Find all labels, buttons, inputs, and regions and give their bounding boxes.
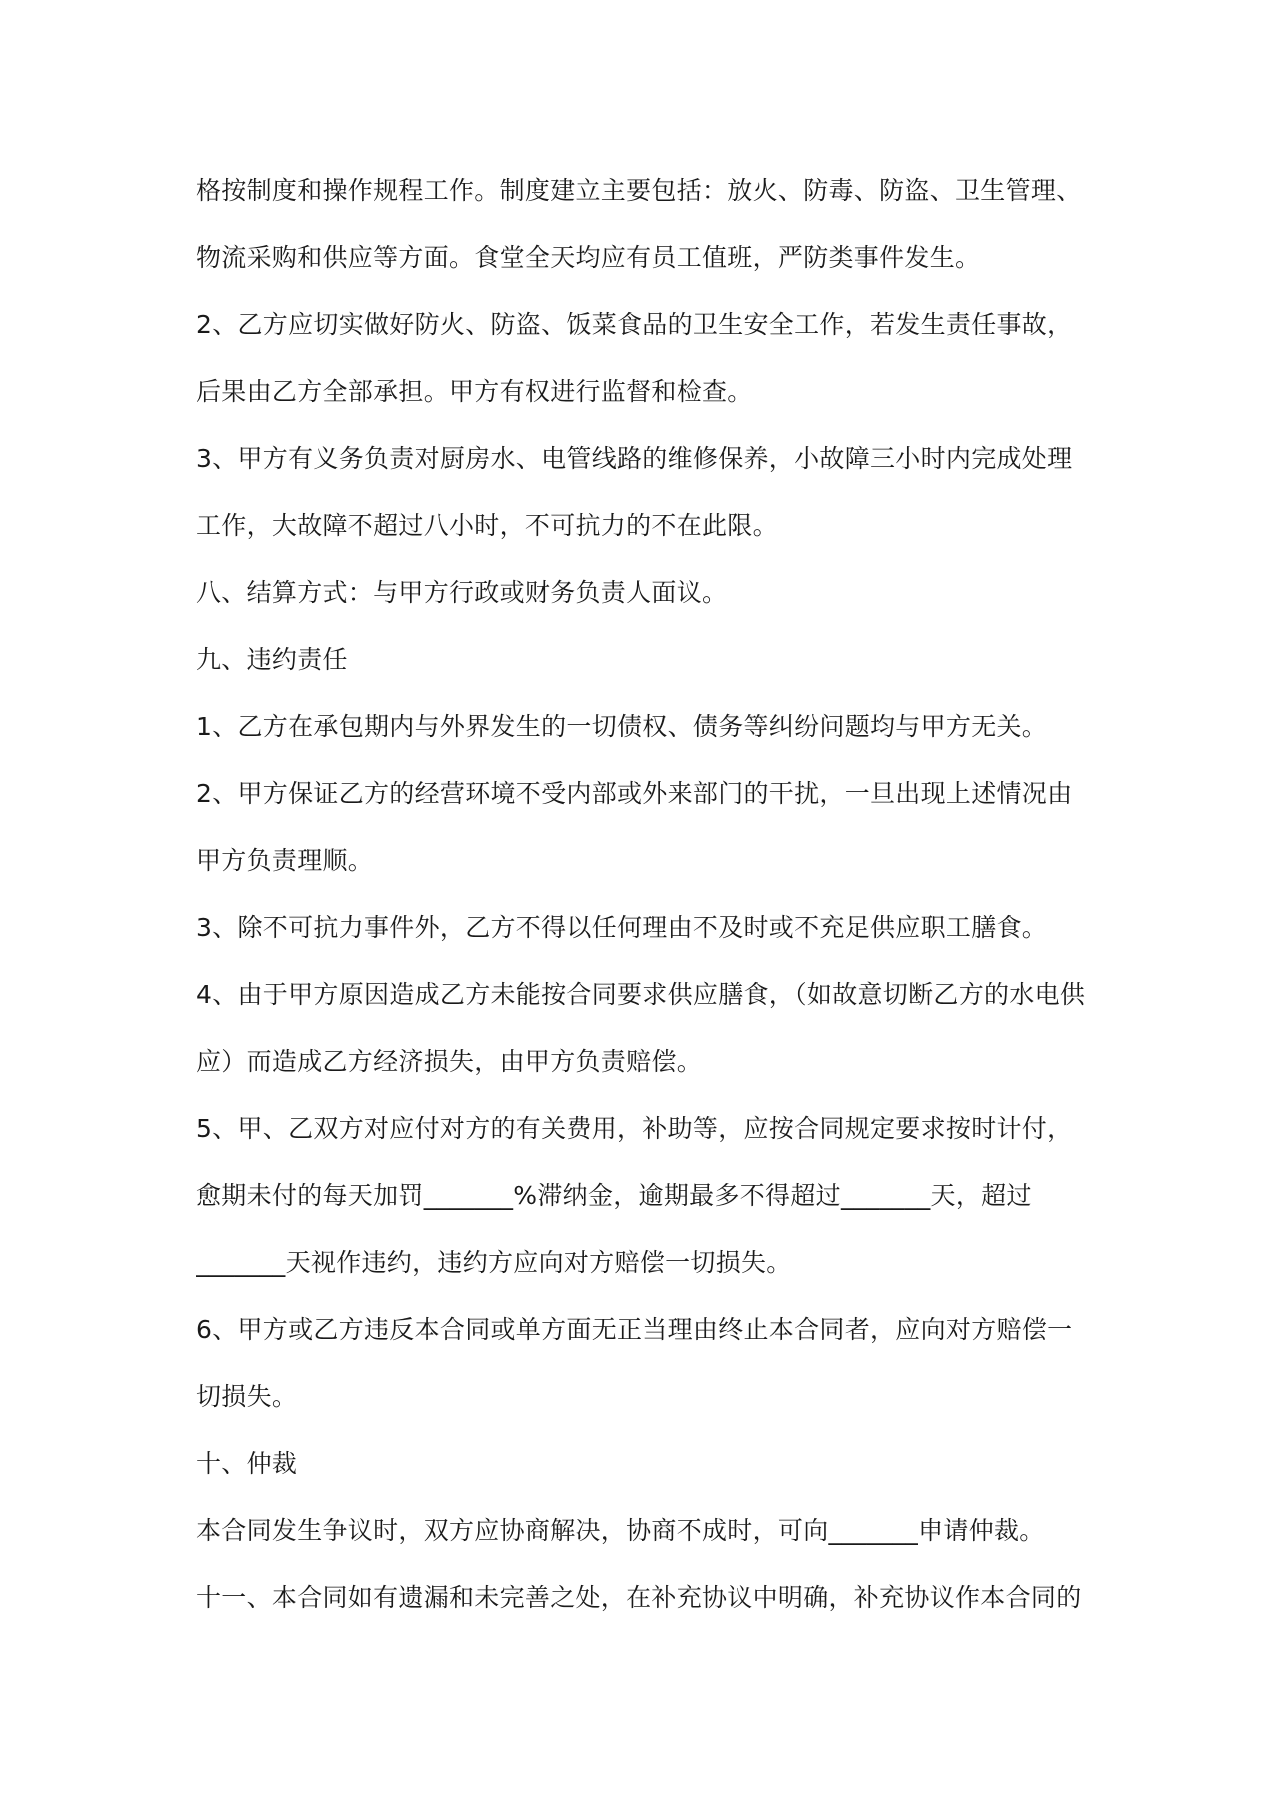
text-line: _______天视作违约，违约方应向对方赔偿一切损失。 xyxy=(196,1248,792,1277)
text-line: 格按制度和操作规程工作。制度建立主要包括：放火、防毒、防盗、卫生管理、 xyxy=(196,176,1082,205)
text-line: 1、乙方在承包期内与外界发生的一切债权、债务等纠纷问题均与甲方无关。 xyxy=(196,712,1048,741)
text-line: 工作，大故障不超过八小时，不可抗力的不在此限。 xyxy=(196,511,778,540)
section-heading-arbitration: 十、仲裁 xyxy=(196,1449,298,1478)
document-body xyxy=(196,168,1096,1642)
text-line: 后果由乙方全部承担。甲方有权进行监督和检查。 xyxy=(196,377,753,406)
text-line: 应）而造成乙方经济损失，由甲方负责赔偿。 xyxy=(196,1047,703,1076)
text-line: 5、甲、乙双方对应付对方的有关费用，补助等，应按合同规定要求按时计付， xyxy=(196,1114,1073,1143)
text-line: 物流采购和供应等方面。食堂全天均应有员工值班，严防类事件发生。 xyxy=(196,243,981,272)
text-line: 2、乙方应切实做好防火、防盗、饭菜食品的卫生安全工作，若发生责任事故， xyxy=(196,310,1073,339)
text-line: 本合同发生争议时，双方应协商解决，协商不成时，可向_______申请仲裁。 xyxy=(196,1516,1045,1545)
text-line: 3、除不可抗力事件外，乙方不得以任何理由不及时或不充足供应职工膳食。 xyxy=(196,913,1048,942)
text-line: 2、甲方保证乙方的经营环境不受内部或外来部门的干扰，一旦出现上述情况由 xyxy=(196,779,1073,808)
text-line: 6、甲方或乙方违反本合同或单方面无正当理由终止本合同者，应向对方赔偿一 xyxy=(196,1315,1073,1344)
text-line: 3、甲方有义务负责对厨房水、电管线路的维修保养，小故障三小时内完成处理 xyxy=(196,444,1073,473)
text-line: 十一、本合同如有遗漏和未完善之处，在补充协议中明确，补充协议作本合同的 xyxy=(196,1583,1082,1612)
text-line: 4、由于甲方原因造成乙方未能按合同要求供应膳食，（如故意切断乙方的水电供 xyxy=(196,980,1086,1009)
section-heading-liability: 九、违约责任 xyxy=(196,645,348,674)
text-line: 切损失。 xyxy=(196,1382,298,1411)
text-line: 愈期未付的每天加罚_______%滞纳金，逾期最多不得超过_______天，超过 xyxy=(196,1181,1032,1210)
text-line: 甲方负责理顺。 xyxy=(196,846,374,875)
section-heading-settlement: 八、结算方式：与甲方行政或财务负责人面议。 xyxy=(196,578,728,607)
